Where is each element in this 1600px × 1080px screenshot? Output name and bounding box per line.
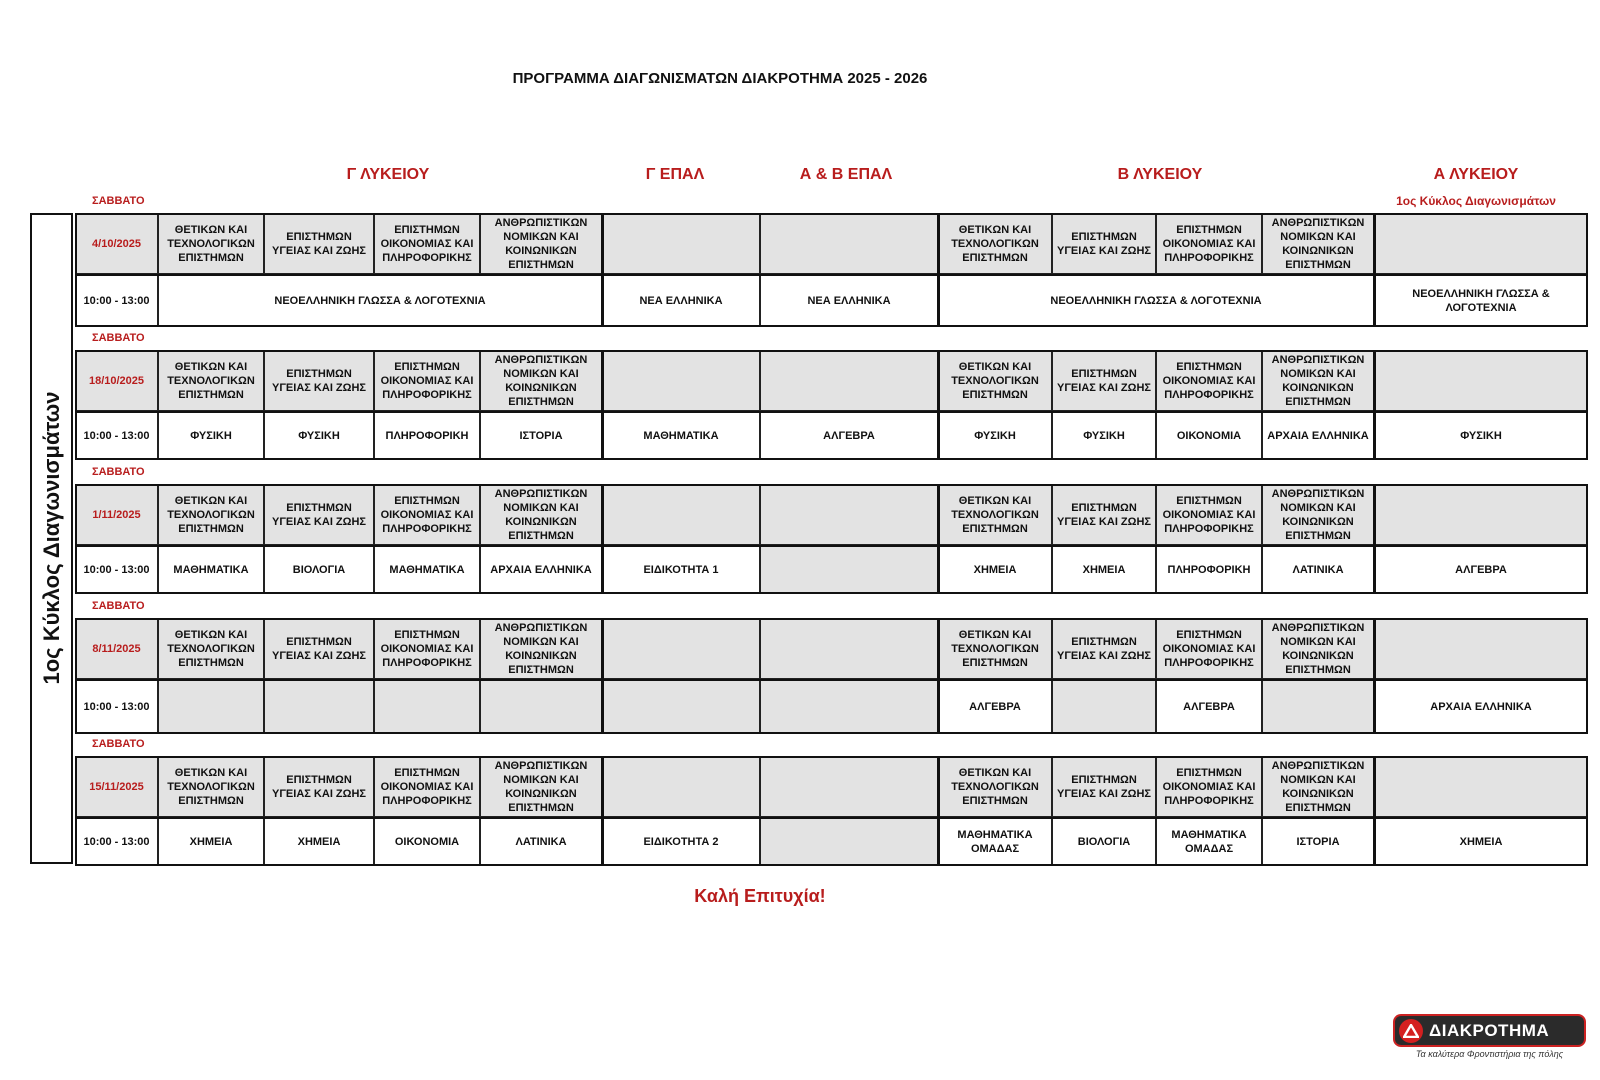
group-header-b-lykeiou: ΕΠΙΣΤΗΜΩΝ ΥΓΕΙΑΣ ΚΑΙ ΖΩΗΣ: [1052, 213, 1156, 274]
subject-g-lykeiou: ΧΗΜΕΙΑ: [158, 817, 264, 866]
section-divider: [1373, 213, 1376, 327]
subject-g-lykeiou: [480, 679, 602, 734]
empty-cell-ab-epal: [760, 618, 938, 679]
exam-date: 1/11/2025: [75, 484, 158, 545]
subject-b-lykeiou: ΜΑΘΗΜΑΤΙΚΑ ΟΜΑΔΑΣ: [1156, 817, 1262, 866]
subject-b-lykeiou: ΒΙΟΛΟΓΙΑ: [1052, 817, 1156, 866]
group-header-g-lykeiou: ΕΠΙΣΤΗΜΩΝ ΥΓΕΙΑΣ ΚΑΙ ΖΩΗΣ: [264, 756, 374, 817]
group-header-g-lykeiou: ΘΕΤΙΚΩΝ ΚΑΙ ΤΕΧΝΟΛΟΓΙΚΩΝ ΕΠΙΣΤΗΜΩΝ: [158, 756, 264, 817]
subject-g-lykeiou: ΙΣΤΟΡΙΑ: [480, 411, 602, 460]
subject-g-lykeiou: ΑΡΧΑΙΑ ΕΛΛΗΝΙΚΑ: [480, 545, 602, 594]
group-header-g-lykeiou: ΕΠΙΣΤΗΜΩΝ ΥΓΕΙΑΣ ΚΑΙ ΖΩΗΣ: [264, 618, 374, 679]
subject-b-lykeiou: [1052, 679, 1156, 734]
empty-cell-g-epal: [602, 756, 760, 817]
group-header-g-lykeiou: ΘΕΤΙΚΩΝ ΚΑΙ ΤΕΧΝΟΛΟΓΙΚΩΝ ΕΠΙΣΤΗΜΩΝ: [158, 618, 264, 679]
subject-g-lykeiou: ΦΥΣΙΚΗ: [264, 411, 374, 460]
day-label: ΣΑΒΒΑΤΟ: [92, 332, 145, 344]
group-header-b-lykeiou: ΕΠΙΣΤΗΜΩΝ ΥΓΕΙΑΣ ΚΑΙ ΖΩΗΣ: [1052, 618, 1156, 679]
group-header-g-lykeiou: ΘΕΤΙΚΩΝ ΚΑΙ ΤΕΧΝΟΛΟΓΙΚΩΝ ΕΠΙΣΤΗΜΩΝ: [158, 484, 264, 545]
group-header-b-lykeiou: ΕΠΙΣΤΗΜΩΝ ΟΙΚΟΝΟΜΙΑΣ ΚΑΙ ΠΛΗΡΟΦΟΡΙΚΗΣ: [1156, 618, 1262, 679]
subject-b-lykeiou: ΧΗΜΕΙΑ: [938, 545, 1052, 594]
subject-a-lykeiou: ΑΛΓΕΒΡΑ: [1374, 545, 1588, 594]
brand-logo: [1395, 1016, 1584, 1045]
group-header-b-lykeiou: ΕΠΙΣΤΗΜΩΝ ΟΙΚΟΝΟΜΙΑΣ ΚΑΙ ΠΛΗΡΟΦΟΡΙΚΗΣ: [1156, 756, 1262, 817]
subject-b-lykeiou: ΑΡΧΑΙΑ ΕΛΛΗΝΙΚΑ: [1262, 411, 1374, 460]
subject-b-lykeiou: ΜΑΘΗΜΑΤΙΚΑ ΟΜΑΔΑΣ: [938, 817, 1052, 866]
subject-b-lykeiou: [1262, 679, 1374, 734]
group-header-b-lykeiou: ΑΝΘΡΩΠΙΣΤΙΚΩΝ ΝΟΜΙΚΩΝ ΚΑΙ ΚΟΙΝΩΝΙΚΩΝ ΕΠΙΣΤΗΜΩΝ: [1262, 618, 1374, 679]
subject-g-epal: [602, 679, 760, 734]
group-header-b-lykeiou: ΘΕΤΙΚΩΝ ΚΑΙ ΤΕΧΝΟΛΟΓΙΚΩΝ ΕΠΙΣΤΗΜΩΝ: [938, 350, 1052, 411]
empty-cell-ab-epal: [760, 484, 938, 545]
group-header-g-lykeiou: ΑΝΘΡΩΠΙΣΤΙΚΩΝ ΝΟΜΙΚΩΝ ΚΑΙ ΚΟΙΝΩΝΙΚΩΝ ΕΠΙΣΤΗΜΩΝ: [480, 756, 602, 817]
group-header-g-lykeiou: ΕΠΙΣΤΗΜΩΝ ΥΓΕΙΑΣ ΚΑΙ ΖΩΗΣ: [264, 484, 374, 545]
section-divider: [1373, 756, 1376, 866]
subject-g-lykeiou: [158, 679, 264, 734]
group-header-g-lykeiou: ΑΝΘΡΩΠΙΣΤΙΚΩΝ ΝΟΜΙΚΩΝ ΚΑΙ ΚΟΙΝΩΝΙΚΩΝ ΕΠΙΣΤΗΜΩΝ: [480, 484, 602, 545]
exam-time: 10:00 - 13:00: [75, 545, 158, 594]
subject-g-epal: ΕΙΔΙΚΟΤΗΤΑ 2: [602, 817, 760, 866]
group-header-b-lykeiou: ΕΠΙΣΤΗΜΩΝ ΟΙΚΟΝΟΜΙΑΣ ΚΑΙ ΠΛΗΡΟΦΟΡΙΚΗΣ: [1156, 484, 1262, 545]
group-header-g-lykeiou: ΘΕΤΙΚΩΝ ΚΑΙ ΤΕΧΝΟΛΟΓΙΚΩΝ ΕΠΙΣΤΗΜΩΝ: [158, 350, 264, 411]
exam-time: 10:00 - 13:00: [75, 679, 158, 734]
exam-date: 18/10/2025: [75, 350, 158, 411]
group-header-g-lykeiou: ΑΝΘΡΩΠΙΣΤΙΚΩΝ ΝΟΜΙΚΩΝ ΚΑΙ ΚΟΙΝΩΝΙΚΩΝ ΕΠΙΣΤΗΜΩΝ: [480, 213, 602, 274]
subject-g-epal: ΜΑΘΗΜΑΤΙΚΑ: [602, 411, 760, 460]
level-g-epal: Γ ΕΠΑΛ: [645, 166, 705, 183]
subject-b-lykeiou: ΠΛΗΡΟΦΟΡΙΚΗ: [1156, 545, 1262, 594]
group-header-b-lykeiou: ΕΠΙΣΤΗΜΩΝ ΟΙΚΟΝΟΜΙΑΣ ΚΑΙ ΠΛΗΡΟΦΟΡΙΚΗΣ: [1156, 213, 1262, 274]
subject-b-lykeiou: ΦΥΣΙΚΗ: [938, 411, 1052, 460]
subject-g-lykeiou: ΧΗΜΕΙΑ: [264, 817, 374, 866]
section-divider: [1373, 618, 1376, 734]
level-g-lykeiou: Γ ΛΥΚΕΙΟΥ: [346, 166, 430, 183]
exam-date: 4/10/2025: [75, 213, 158, 274]
group-header-g-lykeiou: ΕΠΙΣΤΗΜΩΝ ΥΓΕΙΑΣ ΚΑΙ ΖΩΗΣ: [264, 350, 374, 411]
section-divider: [937, 484, 940, 594]
subject-b-lykeiou: ΑΛΓΕΒΡΑ: [938, 679, 1052, 734]
exam-time: 10:00 - 13:00: [75, 411, 158, 460]
subject-g-epal: ΝΕΑ ΕΛΛΗΝΙΚΑ: [602, 274, 760, 327]
exam-time: 10:00 - 13:00: [75, 274, 158, 327]
subject-g-lykeiou: ΜΑΘΗΜΑΤΙΚΑ: [374, 545, 480, 594]
subject-b-lykeiou-all: ΝΕΟΕΛΛΗΝΙΚΗ ΓΛΩΣΣΑ & ΛΟΓΟΤΕΧΝΙΑ: [938, 274, 1374, 327]
subject-g-lykeiou: ΒΙΟΛΟΓΙΑ: [264, 545, 374, 594]
subject-g-lykeiou: ΜΑΘΗΜΑΤΙΚΑ: [158, 545, 264, 594]
group-header-b-lykeiou: ΑΝΘΡΩΠΙΣΤΙΚΩΝ ΝΟΜΙΚΩΝ ΚΑΙ ΚΟΙΝΩΝΙΚΩΝ ΕΠΙΣΤΗΜΩΝ: [1262, 213, 1374, 274]
section-divider: [937, 618, 940, 734]
group-header-b-lykeiou: ΑΝΘΡΩΠΙΣΤΙΚΩΝ ΝΟΜΙΚΩΝ ΚΑΙ ΚΟΙΝΩΝΙΚΩΝ ΕΠΙΣΤΗΜΩΝ: [1262, 350, 1374, 411]
subject-ab-epal: [760, 679, 938, 734]
group-header-b-lykeiou: ΕΠΙΣΤΗΜΩΝ ΥΓΕΙΑΣ ΚΑΙ ΖΩΗΣ: [1052, 484, 1156, 545]
logo-name: ΔΙΑΚΡΟΤΗΜΑ: [1429, 1020, 1550, 1040]
subject-g-lykeiou: [374, 679, 480, 734]
good-luck-footer: Καλή Επιτυχία!: [694, 886, 826, 906]
logo-delta-icon: [1399, 1019, 1423, 1043]
day-label: ΣΑΒΒΑΤΟ: [92, 466, 145, 478]
group-header-b-lykeiou: ΑΝΘΡΩΠΙΣΤΙΚΩΝ ΝΟΜΙΚΩΝ ΚΑΙ ΚΟΙΝΩΝΙΚΩΝ ΕΠΙΣΤΗΜΩΝ: [1262, 756, 1374, 817]
group-header-g-lykeiou: ΕΠΙΣΤΗΜΩΝ ΟΙΚΟΝΟΜΙΑΣ ΚΑΙ ΠΛΗΡΟΦΟΡΙΚΗΣ: [374, 756, 480, 817]
subject-a-lykeiou: ΝΕΟΕΛΛΗΝΙΚΗ ΓΛΩΣΣΑ & ΛΟΓΟΤΕΧΝΙΑ: [1374, 274, 1588, 327]
exam-date: 15/11/2025: [75, 756, 158, 817]
subject-a-lykeiou: ΧΗΜΕΙΑ: [1374, 817, 1588, 866]
subject-ab-epal: ΝΕΑ ΕΛΛΗΝΙΚΑ: [760, 274, 938, 327]
subject-b-lykeiou: ΦΥΣΙΚΗ: [1052, 411, 1156, 460]
subject-g-lykeiou-all: ΝΕΟΕΛΛΗΝΙΚΗ ΓΛΩΣΣΑ & ΛΟΓΟΤΕΧΝΙΑ: [158, 274, 602, 327]
group-header-b-lykeiou: ΘΕΤΙΚΩΝ ΚΑΙ ΤΕΧΝΟΛΟΓΙΚΩΝ ΕΠΙΣΤΗΜΩΝ: [938, 484, 1052, 545]
subject-b-lykeiou: ΑΛΓΕΒΡΑ: [1156, 679, 1262, 734]
subject-g-epal: ΕΙΔΙΚΟΤΗΤΑ 1: [602, 545, 760, 594]
section-divider: [601, 756, 604, 866]
group-header-b-lykeiou: ΕΠΙΣΤΗΜΩΝ ΥΓΕΙΑΣ ΚΑΙ ΖΩΗΣ: [1052, 756, 1156, 817]
empty-cell-g-epal: [602, 350, 760, 411]
section-divider: [937, 213, 940, 327]
page-title: ΠΡΟΓΡΑΜΜΑ ΔΙΑΓΩΝΙΣΜΑΤΩΝ ΔΙΑΚΡΟΤΗΜΑ 2025 - 2026: [512, 70, 928, 87]
section-divider: [601, 350, 604, 460]
empty-cell-ab-epal: [760, 213, 938, 274]
subject-g-lykeiou: ΛΑΤΙΝΙΚΑ: [480, 817, 602, 866]
empty-cell-ab-epal: [760, 350, 938, 411]
level-b-lykeiou: Β ΛΥΚΕΙΟΥ: [1117, 166, 1203, 183]
subject-a-lykeiou: ΑΡΧΑΙΑ ΕΛΛΗΝΙΚΑ: [1374, 679, 1588, 734]
empty-cell-a-lykeiou: [1374, 756, 1588, 817]
empty-cell-a-lykeiou: [1374, 350, 1588, 411]
group-header-b-lykeiou: ΘΕΤΙΚΩΝ ΚΑΙ ΤΕΧΝΟΛΟΓΙΚΩΝ ΕΠΙΣΤΗΜΩΝ: [938, 756, 1052, 817]
day-label: ΣΑΒΒΑΤΟ: [92, 195, 145, 207]
group-header-g-lykeiou: ΕΠΙΣΤΗΜΩΝ ΟΙΚΟΝΟΜΙΑΣ ΚΑΙ ΠΛΗΡΟΦΟΡΙΚΗΣ: [374, 484, 480, 545]
subject-g-lykeiou: ΟΙΚΟΝΟΜΙΑ: [374, 817, 480, 866]
empty-cell-g-epal: [602, 618, 760, 679]
subject-ab-epal: [760, 545, 938, 594]
empty-cell-g-epal: [602, 484, 760, 545]
section-divider: [601, 213, 604, 327]
day-label: ΣΑΒΒΑΤΟ: [92, 600, 145, 612]
group-header-g-lykeiou: ΑΝΘΡΩΠΙΣΤΙΚΩΝ ΝΟΜΙΚΩΝ ΚΑΙ ΚΟΙΝΩΝΙΚΩΝ ΕΠΙΣΤΗΜΩΝ: [480, 618, 602, 679]
empty-cell-a-lykeiou: [1374, 618, 1588, 679]
cycle-subtitle: 1ος Κύκλος Διαγωνισμάτων: [1396, 194, 1556, 208]
group-header-g-lykeiou: ΕΠΙΣΤΗΜΩΝ ΟΙΚΟΝΟΜΙΑΣ ΚΑΙ ΠΛΗΡΟΦΟΡΙΚΗΣ: [374, 618, 480, 679]
section-divider: [937, 350, 940, 460]
subject-g-lykeiou: ΦΥΣΙΚΗ: [158, 411, 264, 460]
subject-ab-epal: [760, 817, 938, 866]
level-ab-epal: Α & Β ΕΠΑΛ: [799, 166, 893, 183]
section-divider: [601, 484, 604, 594]
subject-b-lykeiou: ΧΗΜΕΙΑ: [1052, 545, 1156, 594]
empty-cell-a-lykeiou: [1374, 484, 1588, 545]
group-header-g-lykeiou: ΘΕΤΙΚΩΝ ΚΑΙ ΤΕΧΝΟΛΟΓΙΚΩΝ ΕΠΙΣΤΗΜΩΝ: [158, 213, 264, 274]
group-header-b-lykeiou: ΕΠΙΣΤΗΜΩΝ ΟΙΚΟΝΟΜΙΑΣ ΚΑΙ ΠΛΗΡΟΦΟΡΙΚΗΣ: [1156, 350, 1262, 411]
group-header-b-lykeiou: ΕΠΙΣΤΗΜΩΝ ΥΓΕΙΑΣ ΚΑΙ ΖΩΗΣ: [1052, 350, 1156, 411]
subject-b-lykeiou: ΛΑΤΙΝΙΚΑ: [1262, 545, 1374, 594]
group-header-g-lykeiou: ΕΠΙΣΤΗΜΩΝ ΟΙΚΟΝΟΜΙΑΣ ΚΑΙ ΠΛΗΡΟΦΟΡΙΚΗΣ: [374, 350, 480, 411]
empty-cell-ab-epal: [760, 756, 938, 817]
exam-time: 10:00 - 13:00: [75, 817, 158, 866]
group-header-b-lykeiou: ΘΕΤΙΚΩΝ ΚΑΙ ΤΕΧΝΟΛΟΓΙΚΩΝ ΕΠΙΣΤΗΜΩΝ: [938, 213, 1052, 274]
subject-g-lykeiou: [264, 679, 374, 734]
subject-g-lykeiou: ΠΛΗΡΟΦΟΡΙΚΗ: [374, 411, 480, 460]
subject-a-lykeiou: ΦΥΣΙΚΗ: [1374, 411, 1588, 460]
group-header-b-lykeiou: ΑΝΘΡΩΠΙΣΤΙΚΩΝ ΝΟΜΙΚΩΝ ΚΑΙ ΚΟΙΝΩΝΙΚΩΝ ΕΠΙΣΤΗΜΩΝ: [1262, 484, 1374, 545]
subject-b-lykeiou: ΙΣΤΟΡΙΑ: [1262, 817, 1374, 866]
section-divider: [1373, 350, 1376, 460]
section-divider: [937, 756, 940, 866]
group-header-b-lykeiou: ΘΕΤΙΚΩΝ ΚΑΙ ΤΕΧΝΟΛΟΓΙΚΩΝ ΕΠΙΣΤΗΜΩΝ: [938, 618, 1052, 679]
level-a-lykeiou: Α ΛΥΚΕΙΟΥ: [1433, 166, 1519, 183]
day-label: ΣΑΒΒΑΤΟ: [92, 738, 145, 750]
group-header-g-lykeiou: ΑΝΘΡΩΠΙΣΤΙΚΩΝ ΝΟΜΙΚΩΝ ΚΑΙ ΚΟΙΝΩΝΙΚΩΝ ΕΠΙΣΤΗΜΩΝ: [480, 350, 602, 411]
empty-cell-a-lykeiou: [1374, 213, 1588, 274]
empty-cell-g-epal: [602, 213, 760, 274]
section-divider: [1373, 484, 1376, 594]
exam-date: 8/11/2025: [75, 618, 158, 679]
group-header-g-lykeiou: ΕΠΙΣΤΗΜΩΝ ΥΓΕΙΑΣ ΚΑΙ ΖΩΗΣ: [264, 213, 374, 274]
section-divider: [601, 618, 604, 734]
subject-b-lykeiou: ΟΙΚΟΝΟΜΙΑ: [1156, 411, 1262, 460]
logo-tagline: Τα καλύτερα Φροντιστήρια της πόλης: [1415, 1049, 1564, 1059]
group-header-g-lykeiou: ΕΠΙΣΤΗΜΩΝ ΟΙΚΟΝΟΜΙΑΣ ΚΑΙ ΠΛΗΡΟΦΟΡΙΚΗΣ: [374, 213, 480, 274]
subject-ab-epal: ΑΛΓΕΒΡΑ: [760, 411, 938, 460]
side-cycle-label: 1ος Κύκλος Διαγωνισμάτων: [39, 391, 64, 685]
